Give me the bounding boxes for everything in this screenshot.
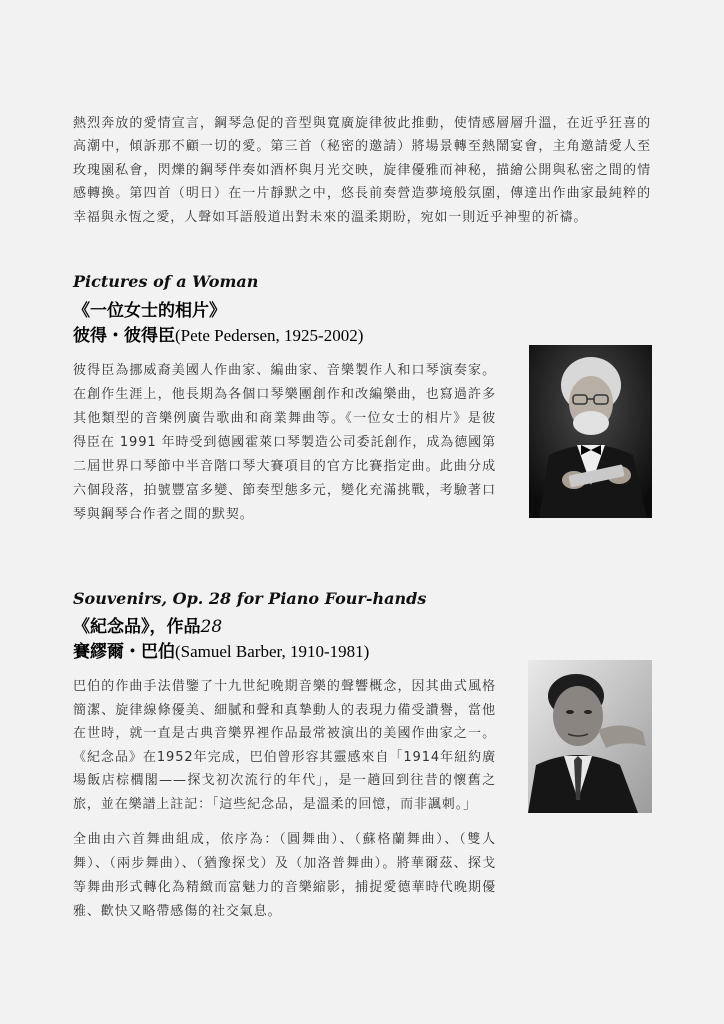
portrait-barber-illustration	[528, 660, 652, 813]
section1-composer-zh: 彼得・彼得臣	[73, 326, 175, 346]
portrait-pedersen-illustration	[529, 345, 652, 518]
section2-title-en: Souvenirs, Op. 28 for Piano Four-hands	[73, 589, 427, 608]
section1-composer-en: (Pete Pedersen, 1925-2002)	[175, 326, 364, 345]
section1-body: 彼得臣為挪威裔美國人作曲家、編曲家、音樂製作人和口琴演奏家。在創作生涯上，他長期為各個口琴樂團創作和改編樂曲，也寫過許多其他類型的音樂例廣告歌曲和商業舞曲等。《一位女士的相片》是彼得臣在 1991 年時受到德國霍萊口琴製造公司委託創作，成為德國第二屆世界口琴節中半音階口琴大賽項目的官方比賽指定曲。此曲分成六個段落，拍號豐富多變、節奏型態多元，變化充滿挑戰，考驗著口琴與鋼琴合作者之間的默契。	[73, 363, 496, 522]
section1-title-en: Pictures of a Woman	[73, 272, 259, 291]
section2-composer	[73, 637, 369, 662]
section1-title-zh: 《一位女士的相片》	[73, 301, 226, 321]
section2-composer-zh: 賽繆爾・巴伯	[73, 642, 175, 662]
section2-composer-en: (Samuel Barber, 1910-1981)	[175, 642, 370, 661]
section2-title-zh	[73, 612, 222, 637]
section2-body-1: 巴伯的作曲手法借鑒了十九世紀晚期音樂的聲響概念，因其曲式風格簡潔、旋律線條優美、細膩和聲和真摯動人的表現力備受讚譽，當他在世時，就一直是古典音樂界裡作品最常被演出的美國作曲家之一。《紀念品》在1952年完成，巴伯曾形容其靈感來自「1914年紐約廣場飯店棕櫚閣——探戈初次流行的年代」，是一趟回到往昔的懷舊之旅，並在樂譜上註記：「這些紀念品，是溫柔的回憶，而非諷刺。」	[73, 679, 496, 812]
section2-title-zh-text: 《紀念品》，作品	[73, 617, 201, 637]
intro-paragraph: 熱烈奔放的愛情宣言，鋼琴急促的音型與寬廣旋律彼此推動，使情感層層升溫，在近乎狂喜的高潮中，傾訴那不顧一切的愛。第三首（秘密的邀請）將場景轉至熱鬧宴會，主角邀請愛人至玫瑰園私會，閃爍的鋼琴伴奏如酒杯與月光交映，旋律優雅而神秘，描繪公開與私密之間的情感轉換。第四首（明日）在一片靜默之中，悠長前奏營造夢境般氛圍，傳達出作曲家最純粹的幸福與永恆之愛，人聲如耳語般道出對未來的溫柔期盼，宛如一則近乎神聖的祈禱。	[73, 116, 651, 225]
section2-body-2: 全曲由六首舞曲組成，依序為：（圓舞曲）、（蘇格蘭舞曲）、（雙人舞）、（兩步舞曲）、（猶豫探戈）及（加洛普舞曲）。將華爾茲、探戈等舞曲形式轉化為精緻而富魅力的音樂縮影，捕捉愛德華時代晚期優雅、歡快又略帶感傷的社交氣息。	[73, 832, 496, 919]
portrait-pete-pedersen	[529, 345, 652, 518]
section2-title-opus: 28	[200, 617, 223, 637]
section1-composer	[73, 321, 363, 346]
portrait-samuel-barber	[528, 660, 652, 813]
